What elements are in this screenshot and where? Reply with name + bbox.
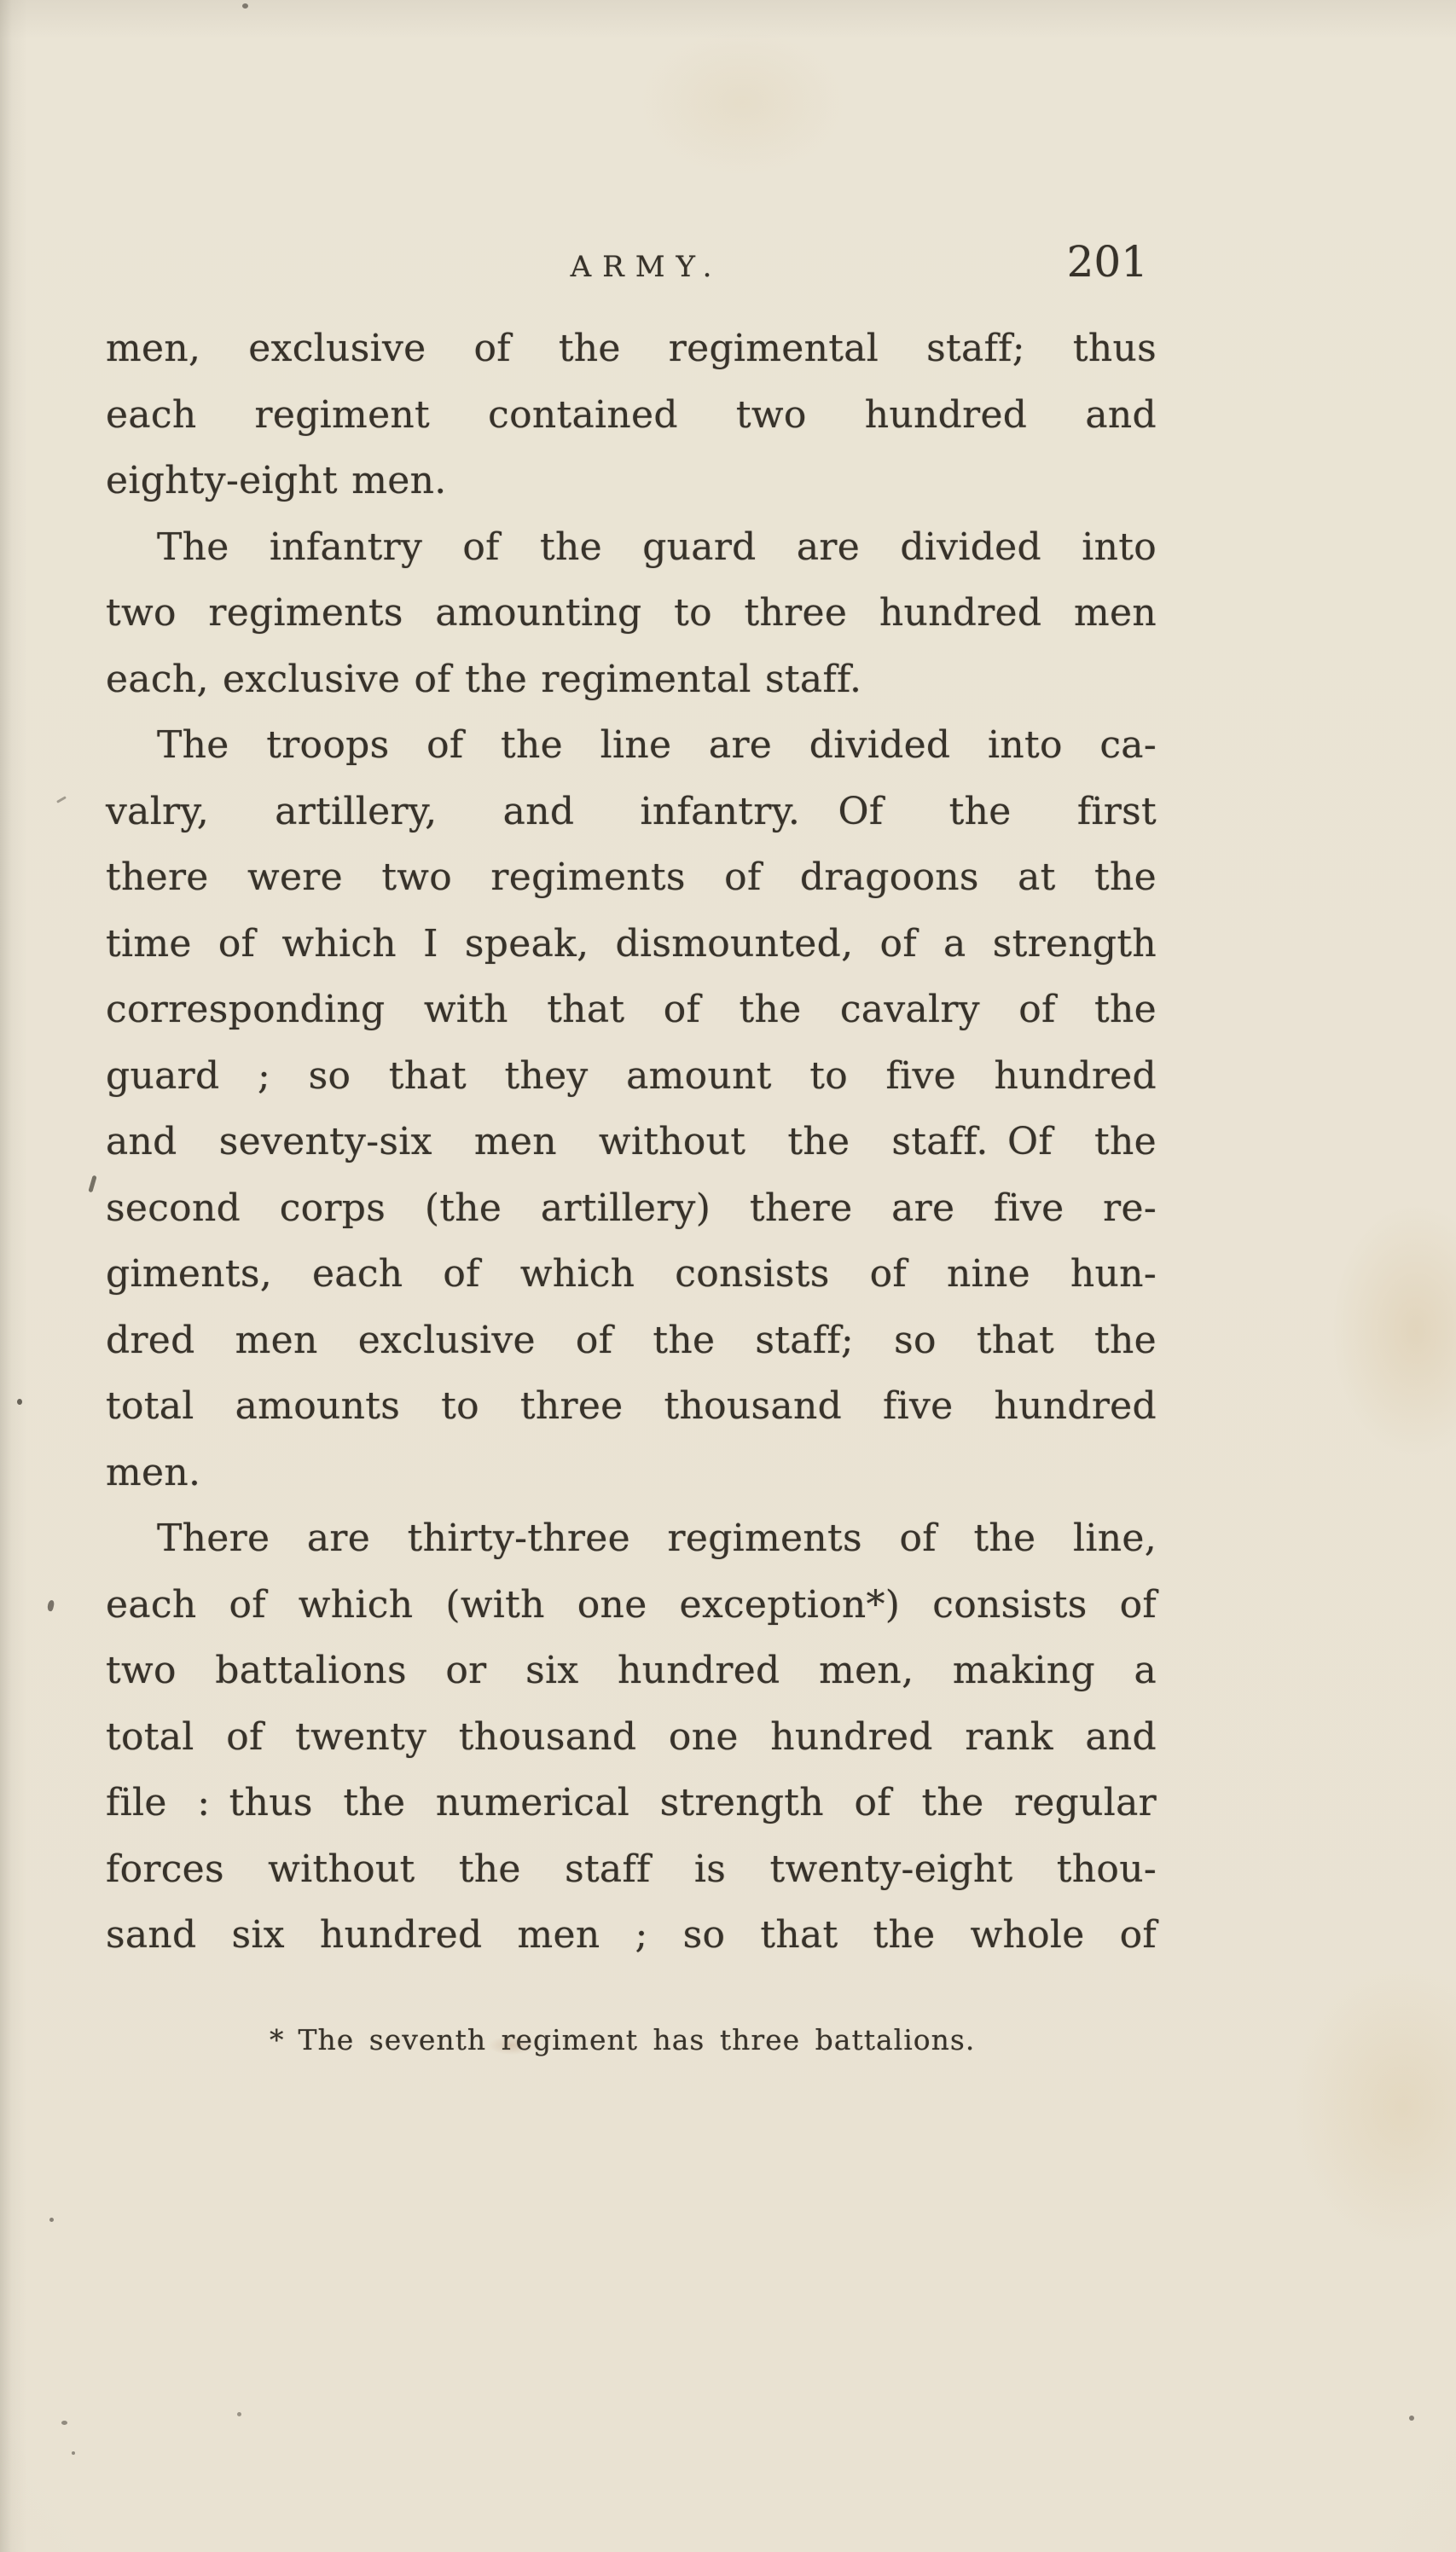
text-line: second corps (the artillery) there are five re-	[106, 1186, 1157, 1230]
text-line: The infantry of the guard are divided into	[157, 525, 1157, 569]
text-line: time of which I speak, dismounted, of a strength	[106, 921, 1157, 966]
text-line: guard ; so that they amount to five hundred	[106, 1053, 1157, 1098]
text-line: corresponding with that of the cavalry of the	[106, 988, 1157, 1031]
text-line: men, exclusive of the regimental staff; thus	[106, 327, 1157, 370]
ink-speck	[49, 2218, 54, 2222]
text-line: giments, each of which consists of nine hun-	[106, 1252, 1157, 1296]
ink-speck	[56, 796, 67, 803]
text-line: two battalions or six hundred men, making a	[106, 1649, 1157, 1692]
text-line: eighty-eight men.	[106, 459, 447, 502]
text-line: total of twenty thousand one hundred rank and	[106, 1714, 1157, 1759]
text-line: There are thirty-three regiments of the line,	[157, 1517, 1157, 1560]
ink-speck	[242, 3, 248, 9]
ink-speck	[47, 1599, 55, 1611]
text-line: The troops of the line are divided into ca-	[157, 723, 1157, 767]
footnote-asterisk: *	[270, 2023, 285, 2056]
text-line: dred men exclusive of the staff; so that the	[106, 1318, 1157, 1362]
text-line: sand six hundred men ; so that the whole of	[106, 1913, 1157, 1957]
text-line: there were two regiments of dragoons at the	[106, 856, 1157, 899]
ink-speck	[237, 2412, 241, 2416]
text-line: and seventy-six men without the staff. Of the	[106, 1120, 1157, 1163]
ink-speck	[72, 2451, 75, 2455]
page-header	[106, 237, 1157, 309]
text-line: file : thus the numerical strength of the regular	[106, 1781, 1157, 1824]
text-line: forces without the staff is twenty-eight thou-	[106, 1847, 1157, 1891]
text-line: each of which (with one exception*) consists of	[106, 1582, 1157, 1627]
text-line: each regiment contained two hundred and	[106, 392, 1157, 437]
ink-speck	[61, 2421, 67, 2425]
text-line: men.	[106, 1450, 201, 1494]
ink-speck	[17, 1399, 22, 1405]
body-text	[106, 316, 1157, 1969]
footnote	[270, 2023, 975, 2056]
ink-speck	[88, 1175, 96, 1193]
text-line: each, exclusive of the regimental staff.	[106, 657, 862, 701]
page-number: 201	[1066, 237, 1148, 287]
ink-speck	[1409, 2416, 1414, 2421]
running-title: ARMY.	[570, 250, 723, 284]
text-line: valry, artillery, and infantry. Of the first	[106, 789, 1157, 833]
footnote-text: The seventh regiment has three battalions.	[298, 2023, 976, 2056]
text-line: two regiments amounting to three hundred men	[106, 591, 1157, 635]
text-line: total amounts to three thousand five hundred	[106, 1384, 1157, 1428]
